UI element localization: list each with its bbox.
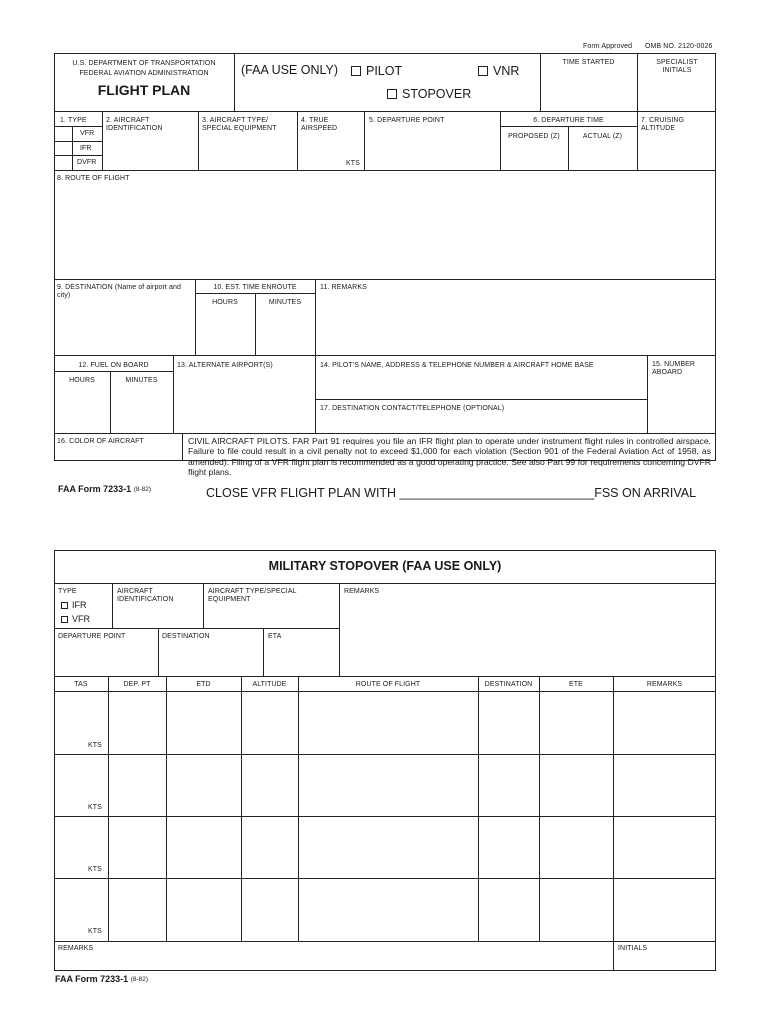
type-ifr-label: IFR (80, 145, 92, 152)
faa-use-only-label: (FAA USE ONLY) (241, 63, 339, 77)
proposed-time-label: PROPOSED (Z) (508, 133, 560, 140)
enroute-minutes-label: MINUTES (268, 299, 302, 306)
civil-pilots-notice: CIVIL AIRCRAFT PILOTS. FAR Part 91 requires you file an IFR flight plan to operate under instrument flight rules in controlled airspace. Failure to file could result in a civil penalty not to exceed $1,000 for each violation (Section 901 of the Federal Aviation Act of 1958, as amended). Filing of a VFR flight plan is recommended as a good operating practice. See also Part 99 for requirements concerning DVFR flight plans. (188, 436, 711, 478)
true-airspeed-label: 4. TRUE AIRSPEED (301, 117, 338, 132)
mil-type-label: TYPE (58, 588, 77, 595)
fuel-hours-label: HOURS (69, 377, 95, 384)
vnr-checkbox[interactable] (478, 66, 488, 76)
type-vfr-label: VFR (80, 130, 95, 137)
agency-line-1: U.S. DEPARTMENT OF TRANSPORTATION (72, 60, 216, 67)
route-of-flight-label: 8. ROUTE OF FLIGHT (57, 175, 130, 182)
time-started-label: TIME STARTED (562, 59, 615, 66)
mil-departure-point-label: DEPARTURE POINT (58, 633, 126, 640)
col-destination-header: DESTINATION (484, 681, 533, 688)
enroute-hours-label: HOURS (212, 299, 238, 306)
omb-number: OMB NO. 2120-0026 (645, 43, 713, 50)
col-ete-header: ETE (569, 681, 583, 688)
aircraft-type-label: 3. AIRCRAFT TYPE/ SPECIAL EQUIPMENT (202, 117, 277, 132)
mil-bottom-remarks-label: REMARKS (58, 945, 94, 952)
fuel-on-board-label: 12. FUEL ON BOARD (78, 362, 149, 369)
number-aboard-label: 15. NUMBER ABOARD (652, 361, 696, 376)
col-altitude-header: ALTITUDE (252, 681, 287, 688)
mil-ifr-checkbox[interactable] (61, 602, 68, 609)
col-etd-header: ETD (196, 681, 211, 688)
pilot-info-label: 14. PILOT'S NAME, ADDRESS & TELEPHONE NUMBER & AIRCRAFT HOME BASE (320, 362, 594, 369)
destination-contact-label: 17. DESTINATION CONTACT/TELEPHONE (OPTIONAL) (320, 405, 505, 412)
remarks-label: 11. REMARKS (320, 284, 367, 291)
vnr-option[interactable]: VNR (478, 64, 519, 78)
form-number-bottom: FAA Form 7233-1 (8-82) (55, 974, 149, 984)
type-dvfr-label: DVFR (77, 159, 97, 166)
cruising-altitude-label: 7. CRUISING ALTITUDE (641, 117, 685, 132)
type-label: 1. TYPE (60, 117, 87, 124)
mil-ifr-option[interactable]: IFR (61, 600, 87, 610)
color-of-aircraft-label: 16. COLOR OF AIRCRAFT (57, 438, 144, 445)
mil-aircraft-type-label: AIRCRAFT TYPE/SPECIAL EQUIPMENT (208, 588, 297, 603)
col-tas-header: TAS (74, 681, 88, 688)
table-row[interactable] (54, 754, 716, 816)
close-vfr-instruction: CLOSE VFR FLIGHT PLAN WITH ____________________________FSS ON ARRIVAL (206, 486, 697, 500)
mil-aircraft-id-label: AIRCRAFT IDENTIFICATION (117, 588, 174, 603)
form-title: FLIGHT PLAN (97, 82, 191, 98)
mil-initials-label: INITIALS (618, 945, 648, 952)
row-kts-label: KTS (88, 804, 102, 811)
form-number: FAA Form 7233-1 (8-82) (58, 484, 152, 494)
mil-vfr-checkbox[interactable] (61, 616, 68, 623)
col-dep-pt-header: DEP. PT (123, 681, 151, 688)
table-row[interactable] (54, 878, 716, 941)
departure-time-label: 6. DEPARTURE TIME (533, 117, 604, 124)
fuel-minutes-label: MINUTES (125, 377, 158, 384)
military-stopover-title: MILITARY STOPOVER (FAA USE ONLY) (268, 559, 502, 573)
agency-line-2: FEDERAL AVIATION ADMINISTRATION (79, 70, 209, 77)
col-route-header: ROUTE OF FLIGHT (355, 681, 421, 688)
mil-eta-label: ETA (268, 633, 282, 640)
mil-remarks-label: REMARKS (344, 588, 380, 595)
stopover-option[interactable]: STOPOVER (387, 87, 471, 101)
est-time-enroute-label: 10. EST. TIME ENROUTE (213, 284, 297, 291)
mil-vfr-option[interactable]: VFR (61, 614, 90, 624)
mil-destination-label: DESTINATION (162, 633, 210, 640)
departure-point-label: 5. DEPARTURE POINT (369, 117, 445, 124)
form-approved-label: Form Approved (583, 43, 633, 50)
stopover-checkbox[interactable] (387, 89, 397, 99)
pilot-checkbox[interactable] (351, 66, 361, 76)
col-remarks-header: REMARKS (646, 681, 683, 688)
airspeed-kts-label: KTS (346, 160, 360, 167)
aircraft-id-label: 2. AIRCRAFT IDENTIFICATION (106, 117, 163, 132)
specialist-initials-label: SPECIALIST INITIALS (656, 59, 698, 74)
row-kts-label: KTS (88, 866, 102, 873)
table-row[interactable] (54, 691, 716, 754)
table-row[interactable] (54, 816, 716, 878)
actual-time-label: ACTUAL (Z) (582, 133, 623, 140)
route-of-flight-field[interactable] (54, 170, 716, 279)
row-kts-label: KTS (88, 742, 102, 749)
row-kts-label: KTS (88, 928, 102, 935)
destination-label: 9. DESTINATION (Name of airport and city) (57, 284, 181, 299)
alternate-airports-label: 13. ALTERNATE AIRPORT(S) (177, 362, 273, 369)
pilot-option[interactable]: PILOT (351, 64, 402, 78)
